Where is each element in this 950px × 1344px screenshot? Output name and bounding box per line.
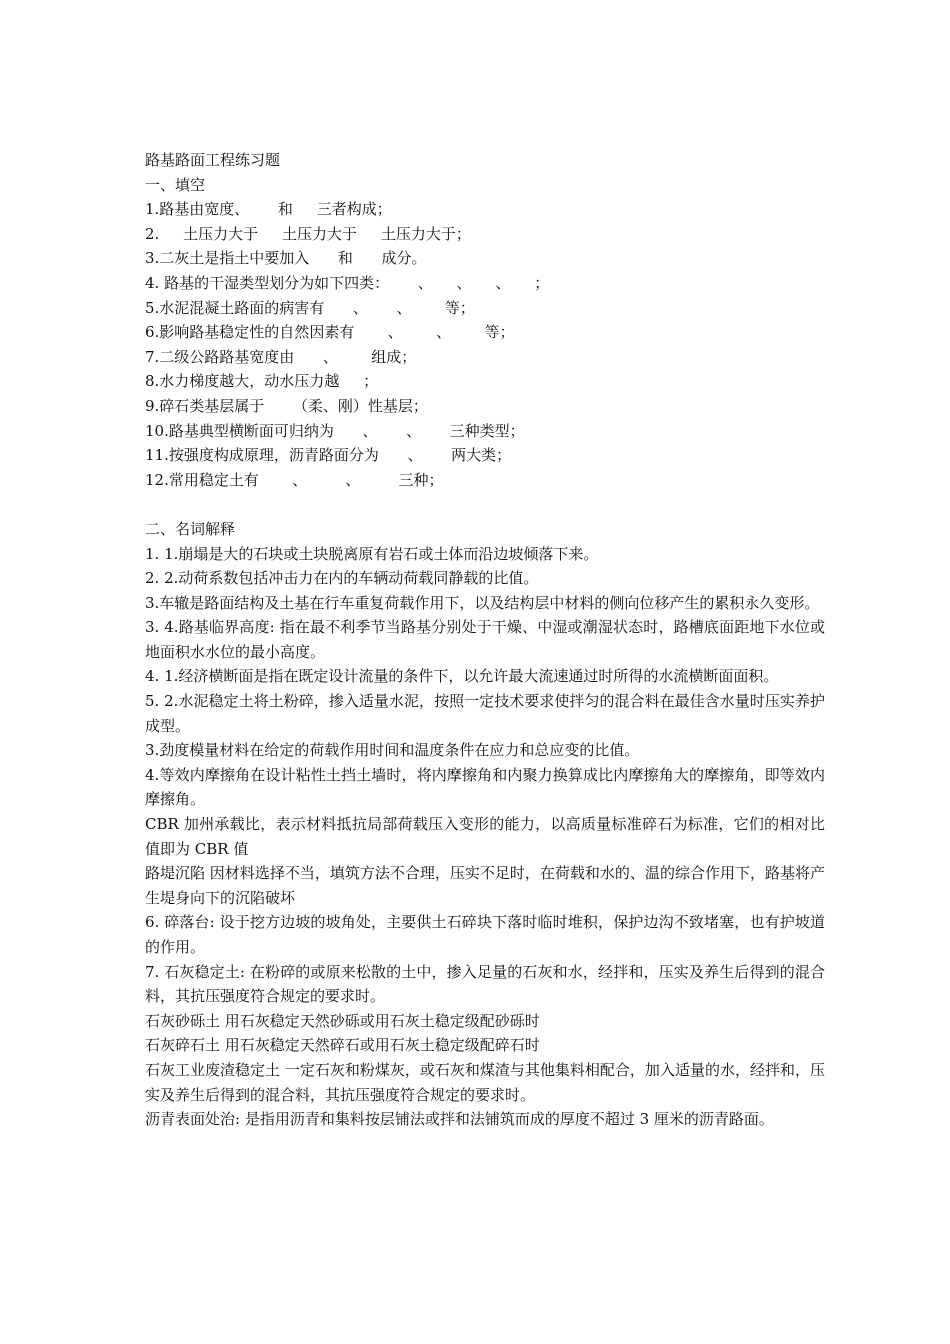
fill-item: 1.路基由宽度、 和 三者构成；	[145, 200, 392, 219]
definition-item: 4. 1.经济横断面是指在既定设计流量的条件下，以允许最大流速通过时所得的水流横断面面积。	[145, 667, 779, 686]
definition-item: 石灰工业废渣稳定土 一定石灰和粉煤灰，或石灰和煤渣与其他集料相配合，加入适量的水，经拌和，压实及养生后得到的混合料，其抗压强度符合规定的要求时。	[145, 1060, 825, 1104]
definition-item: 3.车辙是路面结构及土基在行车重复荷载作用下，以及结构层中材料的侧向位移产生的累积永久变形。	[145, 593, 820, 612]
fill-item: 8.水力梯度越大，动水压力越 ；	[145, 372, 379, 391]
definition-item: 石灰砂砾土 用石灰稳定天然砂砾或用石灰土稳定级配砂砾时	[145, 1011, 540, 1030]
definition-item: 5. 2.水泥稳定土将土粉碎，掺入适量水泥，按照一定技术要求使拌匀的混合料在最佳含水量时压实养护成型。	[145, 692, 825, 735]
fill-item: 12.常用稳定土有 、 、 三种；	[145, 470, 444, 489]
fill-item: 6.影响路基稳定性的自然因素有 、 、 等；	[145, 323, 515, 342]
definition-item: 3. 4.路基临界高度: 指在最不利季节当路基分别处于干燥、中湿或潮湿状态时，路槽底面距地下水位或地面积水水位的最小高度。	[145, 618, 825, 661]
fill-item: 11.按强度构成原理，沥青路面分为 、 两大类；	[145, 446, 512, 465]
definition-item: 路堤沉陷 因材料选择不当，填筑方法不合理，压实不足时，在荷载和水的、温的综合作用下，路基将产生堤身向下的沉陷破坏	[145, 864, 825, 907]
section-heading-definitions: 二、名词解释	[145, 519, 236, 538]
fill-item: 4. 路基的干湿类型划分为如下四类： 、 、 、 ；	[145, 273, 550, 292]
fill-item: 5.水泥混凝土路面的病害有 、 、 等；	[145, 298, 475, 317]
fill-item: 2. 土压力大于 土压力大于 土压力大于；	[145, 224, 471, 243]
blank-line	[145, 492, 825, 517]
fill-item: 9.碎石类基层属于 （柔、刚）性基层；	[145, 396, 428, 415]
fill-item: 10.路基典型横断面可归纳为 、 、 三种类型；	[145, 421, 525, 440]
definition-item: 2. 2.动荷系数包括冲击力在内的车辆动荷载同静载的比值。	[145, 569, 539, 588]
fill-item: 3.二灰土是指土中要加入 和 成分。	[145, 249, 427, 268]
definition-item: 3.劲度模量材料在给定的荷载作用时间和温度条件在应力和总应变的比值。	[145, 741, 640, 760]
definition-item: CBR 加州承载比，表示材料抵抗局部荷载压入变形的能力，以高质量标准碎石为标准，它们的相对比值即为 CBR 值	[145, 815, 825, 858]
definition-item: 石灰碎石土 用石灰稳定天然碎石或用石灰土稳定级配碎石时	[145, 1036, 540, 1055]
definition-item: 6. 碎落台: 设于挖方边坡的坡角处，主要供土石碎块下落时临时堆积，保护边沟不致堵塞，也有护坡道的作用。	[145, 913, 825, 956]
fill-item: 7.二级公路路基宽度由 、 组成；	[145, 347, 417, 366]
definition-item: 沥青表面处治: 是指用沥青和集料按层铺法或拌和法铺筑而成的厚度不超过 3 厘米的沥青路面。	[145, 1110, 774, 1129]
section-heading-fill-in: 一、填空	[145, 175, 206, 194]
document-title: 路基路面工程练习题	[145, 151, 281, 169]
definition-item: 4.等效内摩擦角在设计粘性土挡土墙时，将内摩擦角和内聚力换算成比内摩擦角大的摩擦角，即等效内摩擦角。	[145, 765, 825, 809]
definition-item: 1. 1.崩塌是大的石块或土块脱离原有岩石或土体而沿边坡倾落下来。	[145, 544, 599, 563]
document-page	[145, 148, 825, 1132]
definition-item: 7. 石灰稳定土: 在粉碎的或原来松散的土中，掺入足量的石灰和水，经拌和，压实及养生后得到的混合料，其抗压强度符合规定的要求时。	[145, 962, 825, 1006]
